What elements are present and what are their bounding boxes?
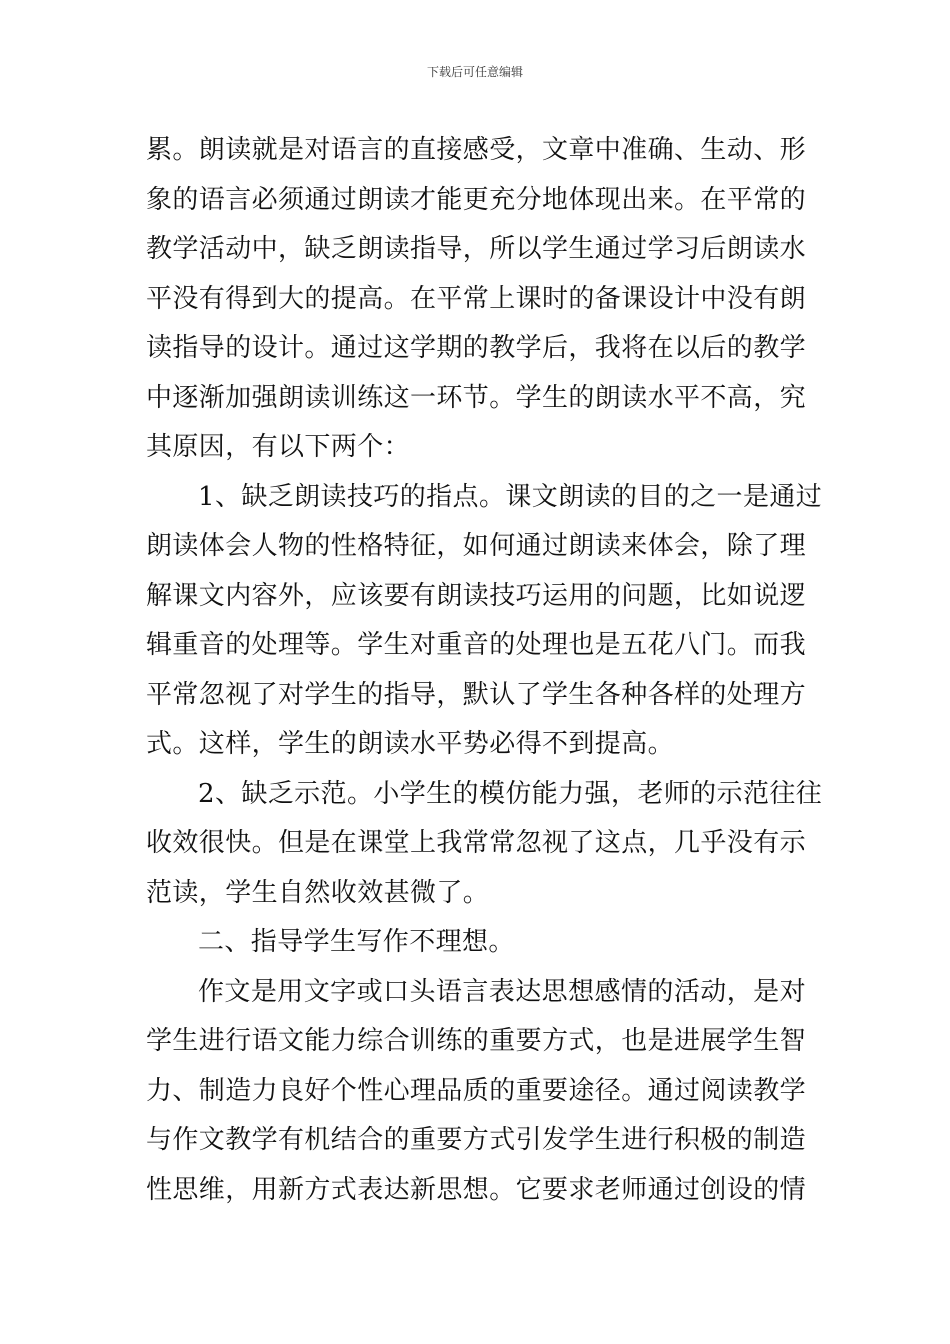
text-line: 其原因，有以下两个： [146,432,411,462]
text-line: 辑重音的处理等。学生对重音的处理也是五花八门。而我 [146,630,807,660]
text-line: 中逐渐加强朗读训练这一环节。学生的朗读水平不高，究 [146,382,807,413]
text-line: 收效很快。但是在课堂上我常常忽视了这点，几乎没有示 [146,828,807,858]
text-line: 朗读体会人物的性格特征，如何通过朗读来体会，除了理 [146,531,807,561]
text-line: 作文是用文字或口头语言表达思想感情的活动，是对 [198,976,806,1007]
text-line: 解课文内容外，应该要有朗读技巧运用的问题，比如说逻 [146,580,807,611]
text-line: 范读，学生自然收效甚微了。 [146,877,490,908]
text-line: 平没有得到大的提高。在平常上课时的备课设计中没有朗 [146,283,807,314]
text-line: 学生进行语文能力综合训练的重要方式，也是进展学生智 [146,1026,807,1056]
text-line: 平常忽视了对学生的指导，默认了学生各种各样的处理方 [146,679,807,710]
section-heading: 二、指导学生写作不理想。 [198,927,515,957]
text-line: 累。朗读就是对语言的直接感受，文章中准确、生动、形 [146,135,807,165]
text-line: 1、缺乏朗读技巧的指点。课文朗读的目的之一是通过 [198,481,823,512]
text-line: 式。这样，学生的朗读水平势必得不到提高。 [146,729,675,759]
text-line: 与作文教学有机结合的重要方式引发学生进行积极的制造 [146,1125,807,1155]
text-line: 教学活动中，缺乏朗读指导，所以学生通过学习后朗读水 [146,234,807,264]
text-line: 性思维，用新方式表达新思想。它要求老师通过创设的情 [146,1174,807,1205]
text-line: 力、制造力良好个性心理品质的重要途径。通过阅读教学 [146,1075,807,1106]
text-line: 2、缺乏示范。小学生的模仿能力强，老师的示范往往 [198,778,823,809]
text-line: 象的语言必须通过朗读才能更充分地体现出来。在平常的 [146,184,807,215]
text-line: 读指导的设计。通过这学期的教学后，我将在以后的教学 [146,333,807,363]
page-header: 下载后可任意编辑 [426,65,523,79]
document-body [146,126,823,1215]
